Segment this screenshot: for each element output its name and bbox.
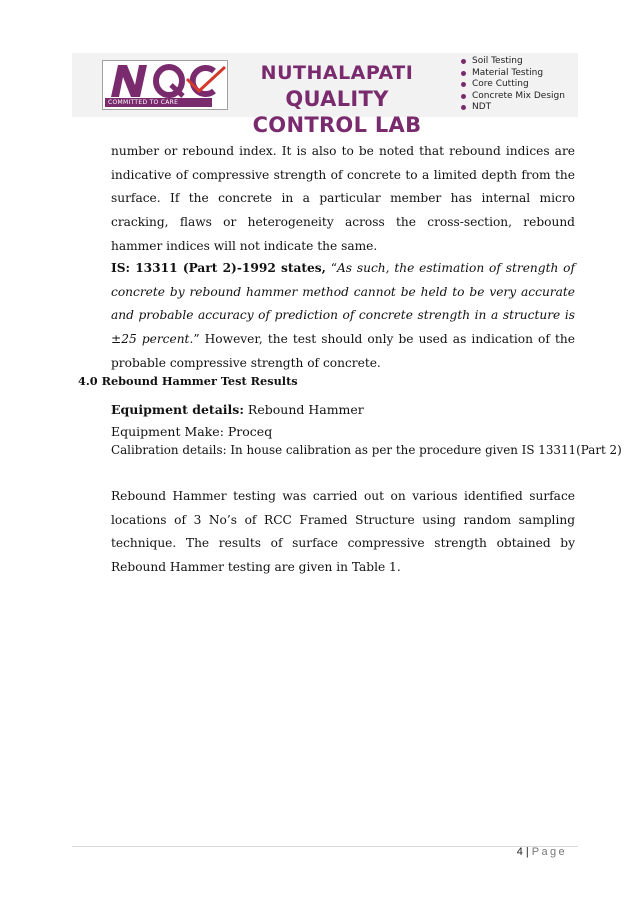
lab-name-line1: NUTHALAPATI	[260, 62, 414, 84]
equipment-value: Rebound Hammer	[243, 402, 364, 417]
service-item: Soil Testing	[460, 56, 565, 68]
service-item: Core Cutting	[460, 79, 565, 91]
page-number: 4	[516, 846, 523, 858]
quote-followup: However, the test should only be used as indication of the probable compressive strength of concrete.	[111, 332, 575, 370]
paragraph-rebound-indices: number or rebound index. It is also to be noted that rebound indices are indicative of compressive strength of concrete to a limited depth from the surface. If the concrete in a particular member has internal micro cracking, flaws or heterogeneity across the cross-section, rebound hammer indices will not indicate the same.	[111, 144, 575, 253]
section-heading: 4.0 Rebound Hammer Test Results	[78, 374, 298, 388]
footer-divider	[72, 846, 578, 847]
company-logo	[102, 60, 228, 110]
page-label: Page	[531, 846, 567, 858]
equipment-make: Equipment Make: Proceq	[111, 424, 273, 439]
bullet-icon	[461, 94, 466, 99]
footer-separator: |	[525, 846, 529, 858]
bullet-icon	[461, 82, 466, 87]
service-item: Concrete Mix Design	[460, 91, 565, 103]
lab-name	[226, 60, 448, 138]
bullet-icon	[461, 71, 466, 76]
paragraph-test-summary: Rebound Hammer testing was carried out on various identified surface locations of 3 No’s of RCC Framed Structure using random sampling technique. The results of surface compressive strength obtained by Rebound Hammer testing are given in Table 1.	[111, 489, 575, 575]
service-item: Material Testing	[460, 68, 565, 80]
is-code-quote: As such, the estimation of strength of concrete by rebound hammer method cannot be held to be very accurate and probable accuracy of prediction of concrete strength in a structure is ±25 percent	[111, 261, 576, 347]
bullet-icon	[461, 105, 466, 110]
is-code-label: IS: 13311 (Part 2)-1992 states,	[111, 261, 326, 275]
calibration-details: Calibration details: In house calibration as per the procedure given IS 13311(Part 2)	[111, 443, 622, 457]
paragraph-is-code-quote: IS: 13311 (Part 2)-1992 states, “As such, the estimation of strength of concrete by rebound hammer method cannot be held to be very accurate and probable accuracy of prediction of concrete strength in a structure is ±25 percent.” However, the test should only be used as indication of the probable compressive strength of concrete.	[111, 261, 576, 370]
logo-tagline: COMMITTED TO CARE	[105, 98, 212, 107]
services-list	[460, 56, 565, 114]
service-item: NDT	[460, 102, 565, 114]
bullet-icon	[461, 59, 466, 64]
lab-name-line2: QUALITY CONTROL LAB	[252, 87, 422, 137]
equipment-label: Equipment details:	[111, 402, 244, 417]
nqc-logo-icon	[103, 61, 227, 99]
equipment-details	[111, 402, 364, 417]
page-footer	[517, 846, 567, 858]
